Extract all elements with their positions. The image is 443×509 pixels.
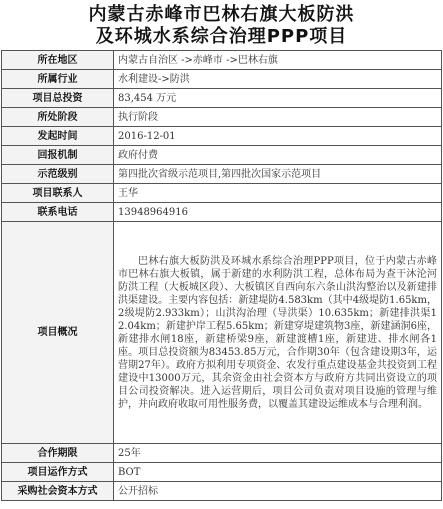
table-row-summary [2, 222, 442, 444]
table-row-demo-level [2, 165, 442, 184]
row-label-return-mechanism: 回报机制 [2, 146, 114, 165]
row-value-demo-level: 第四批次省级示范项目,第四批次国家示范项目 [114, 165, 442, 184]
row-label-industry: 所属行业 [2, 70, 114, 89]
table-row-industry [2, 70, 442, 89]
row-value-region: 内蒙古自治区 ->赤峰市 ->巴林右旗 [114, 51, 442, 70]
table-row-contact [2, 184, 442, 203]
row-value-return-mechanism: 政府付费 [114, 146, 442, 165]
row-value-procurement: 公开招标 [114, 482, 442, 501]
table-row-investment [2, 89, 442, 108]
row-label-region: 所在地区 [2, 51, 114, 70]
table-row-region [2, 51, 442, 70]
table-row-return-mechanism [2, 146, 442, 165]
title-line-2: 及环城水系综合治理PPP项目 [95, 26, 348, 47]
table-row-launch-date [2, 127, 442, 146]
row-label-stage: 所处阶段 [2, 108, 114, 127]
row-value-term: 25年 [114, 444, 442, 463]
row-value-investment: 83,454 万元 [114, 89, 442, 108]
row-label-operation-mode: 项目运作方式 [2, 463, 114, 482]
table-row-procurement [2, 482, 442, 501]
row-value-stage: 执行阶段 [114, 108, 442, 127]
row-value-contact: 王华 [114, 184, 442, 203]
row-value-operation-mode: BOT [114, 463, 442, 482]
title-line-1: 内蒙古赤峰市巴林右旗大板防洪 [88, 4, 355, 25]
table-row-stage [2, 108, 442, 127]
table-row-operation-mode [2, 463, 442, 482]
row-label-term: 合作期限 [2, 444, 114, 463]
row-value-summary: 巴林右旗大板防洪及环城水系综合治理PPP项目，位于内蒙古赤峰市巴林右旗大板镇，属于新建的水利防洪工程，总体布局为查干沐沦河防洪工程（大板城区段）、大板镇区自西向东六条山洪沟整治以及新建排洪渠建设。主要内容包括：新建堤防4.583km（其中4级堤防1.65km，2级堤防2.933km）；山洪沟治理（导洪渠）10.635km；新建排洪渠12.04km；新建护岸工程5.65km；新建穿堤建筑物3座，新建涵洞6座，新建排水闸18座，新建桥梁9座，新建渡槽1座，新建进、排水闸各1座。项目总投资额为83453.85万元，合作期30年（包含建设期3年，运营期27年）。政府方拟利用专项资金、农发行重点建设基金共投资到工程建设中13000万元，其余资金由社会资本方与政府方共同出资设立的项目公司投资解决。进入运营期后，项目公司负责对项目设施的管理与维护，并向政府收取可用性服务费，以覆盖其建设运维成本与合理利润。 [114, 222, 442, 444]
project-info-table [1, 50, 442, 501]
row-label-launch-date: 发起时间 [2, 127, 114, 146]
row-label-procurement: 采购社会资本方式 [2, 482, 114, 501]
page-title [0, 0, 443, 50]
table-row-term [2, 444, 442, 463]
row-value-phone: 13948964916 [114, 203, 442, 222]
row-value-industry: 水利建设->防洪 [114, 70, 442, 89]
row-label-contact: 项目联系人 [2, 184, 114, 203]
row-label-summary: 项目概况 [2, 222, 114, 444]
row-label-demo-level: 示范级别 [2, 165, 114, 184]
row-value-launch-date: 2016-12-01 [114, 127, 442, 146]
row-label-investment: 项目总投资 [2, 89, 114, 108]
table-row-phone [2, 203, 442, 222]
row-label-phone: 联系电话 [2, 203, 114, 222]
